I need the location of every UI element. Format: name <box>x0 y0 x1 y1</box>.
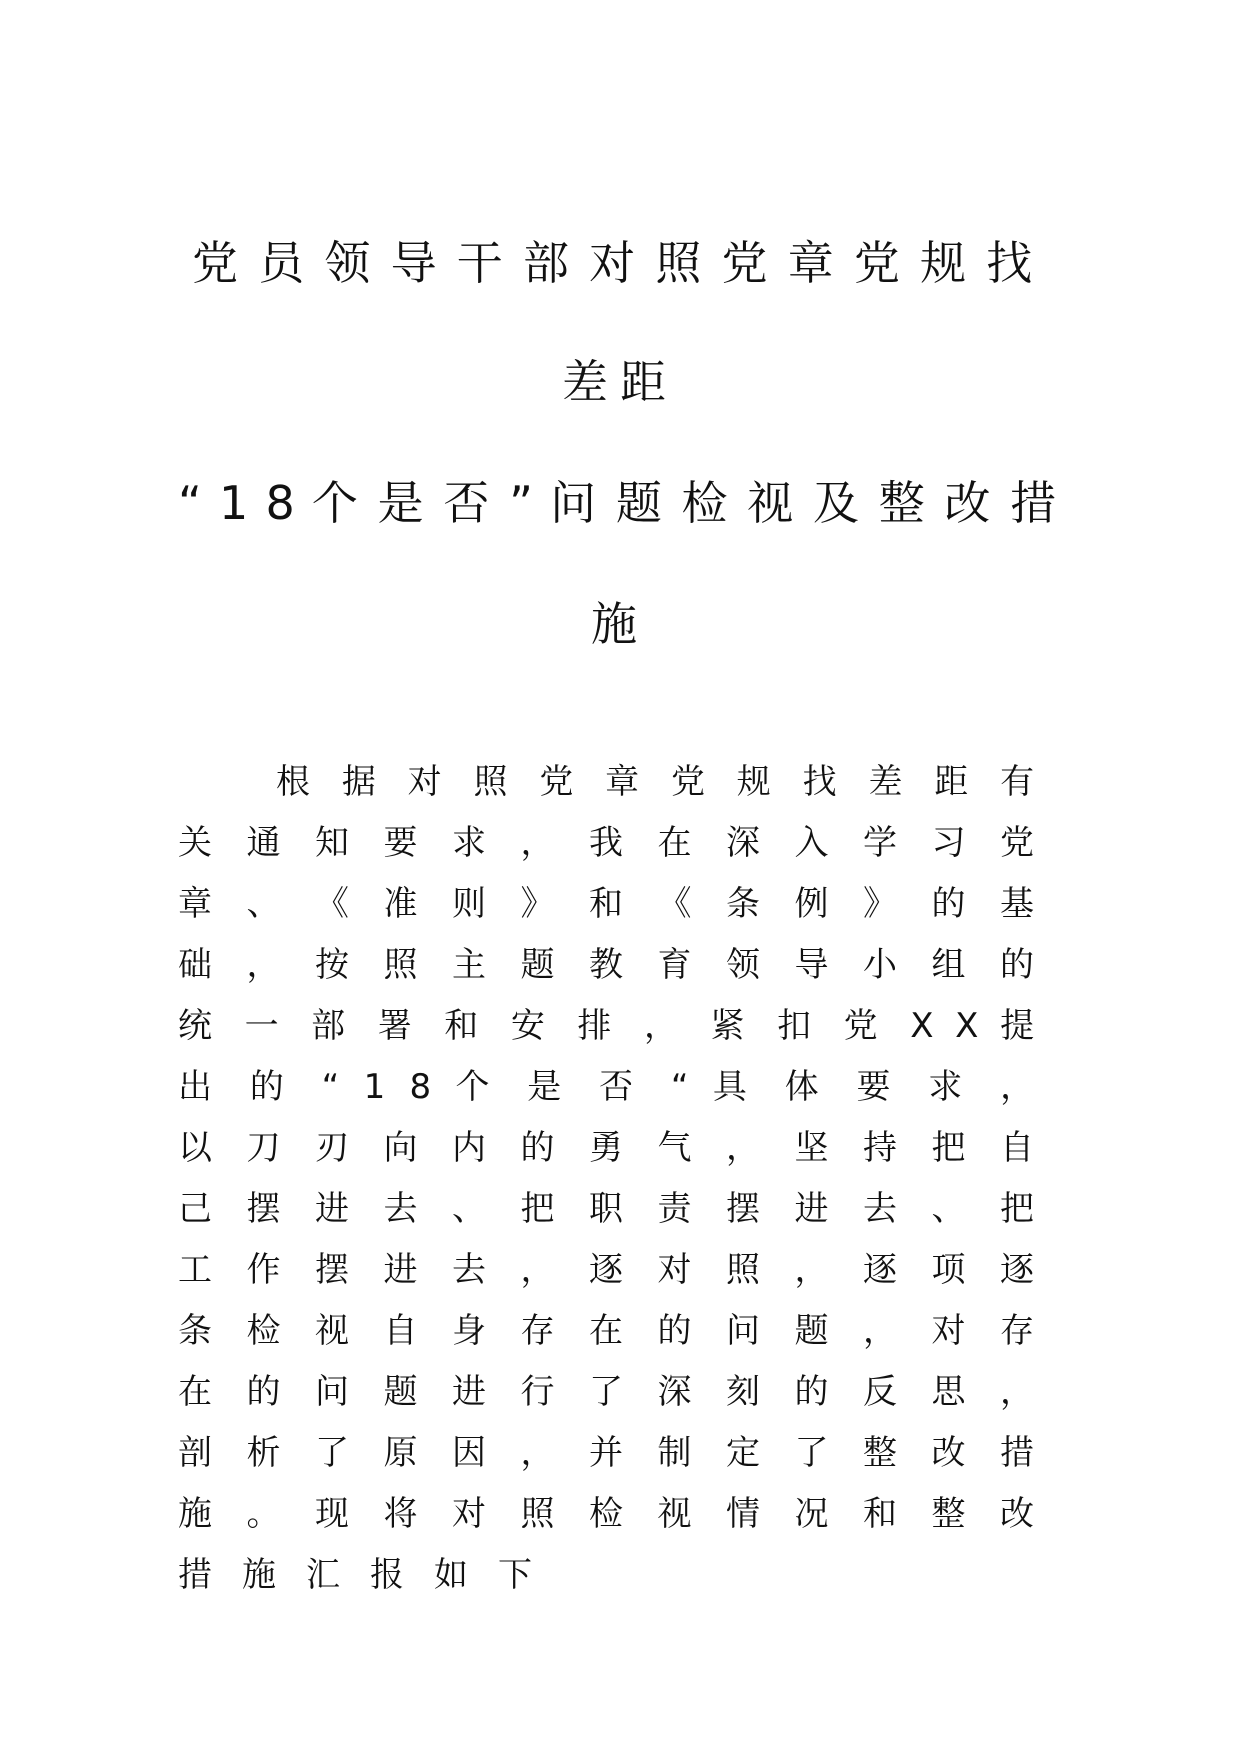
body-paragraph <box>178 752 1034 1606</box>
body-line: 己 摆 进 去 、 把 职 责 摆 进 去 、 把 <box>178 1189 1034 1229</box>
title-line-2: 差距 <box>562 355 678 409</box>
body-line: 统 一 部 署 和 安 排 ， 紧 扣 党 X X 提 <box>178 1006 1034 1046</box>
title-line-3: “ 1 8 个 是 否 ” 问 题 检 视 及 整 改 措 <box>178 476 1056 530</box>
title-line-1: 党 员 领 导 干 部 对 照 党 章 党 规 找 <box>192 236 1032 290</box>
body-line: 出 的 “ 1 8 个 是 否 “ 具 体 要 求 ， <box>178 1067 1034 1107</box>
body-line: 础 ， 按 照 主 题 教 育 领 导 小 组 的 <box>178 945 1034 985</box>
body-line: 措施汇报如下 <box>178 1555 562 1595</box>
body-line: 根 据 对 照 党 章 党 规 找 差 距 有 <box>276 762 1034 802</box>
title-line-4: 施 <box>591 597 649 651</box>
body-line: 以 刀 刃 向 内 的 勇 气 ， 坚 持 把 自 <box>178 1128 1034 1168</box>
body-line: 在 的 问 题 进 行 了 深 刻 的 反 思 ， <box>178 1372 1034 1412</box>
body-line: 章 、 《 准 则 》 和 《 条 例 》 的 基 <box>178 884 1034 924</box>
body-line: 工 作 摆 进 去 ， 逐 对 照 ， 逐 项 逐 <box>178 1250 1034 1290</box>
body-line: 关 通 知 要 求 ， 我 在 深 入 学 习 党 <box>178 823 1034 863</box>
body-line: 剖 析 了 原 因 ， 并 制 定 了 整 改 措 <box>178 1433 1034 1473</box>
body-line: 条 检 视 自 身 存 在 的 问 题 ， 对 存 <box>178 1311 1034 1351</box>
body-line: 施 。 现 将 对 照 检 视 情 况 和 整 改 <box>178 1494 1034 1534</box>
